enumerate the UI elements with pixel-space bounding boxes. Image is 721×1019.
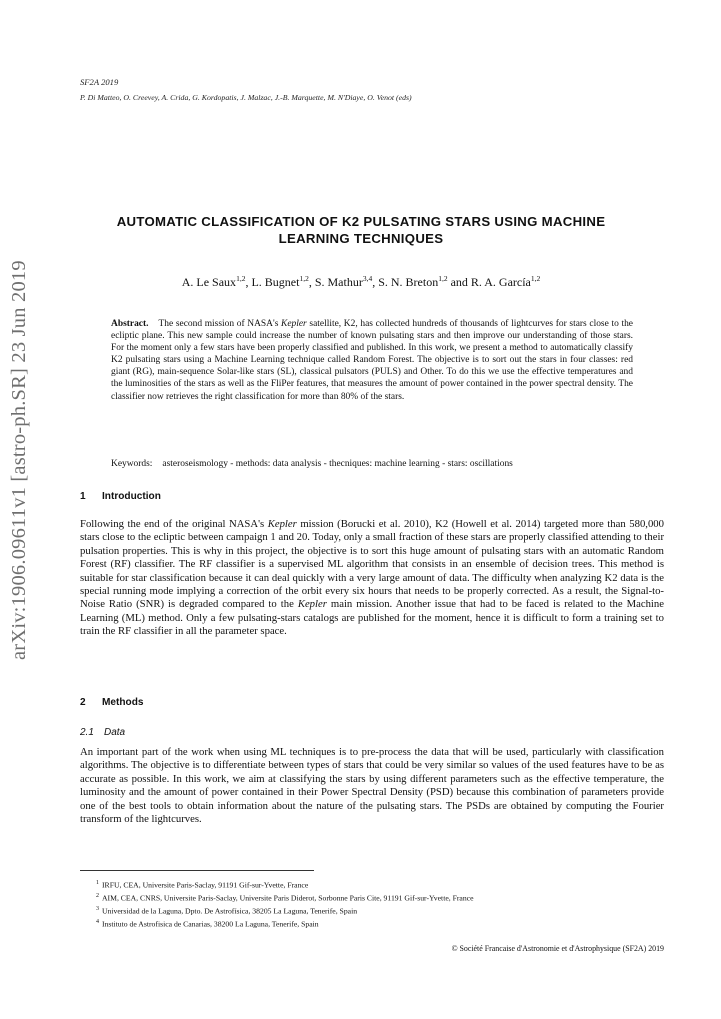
data-paragraph: An important part of the work when using ML techniques is to pre-process the data that will be used, particularly with classification algorithms. The objective is to differentiate between types of stars that could be very similar so values of the used features have to be as accurate as possible. In this work, we aim at classifying the stars by using different parameters such as the effective temperature, the luminosity and the amount of power contained in their Power Spectral Density (PSD) because this combination of parameters provide one of the best tools to obtain information about the nature of the pulsating stars. The PSDs are obtained by computing the Fourier transform of the lightcurves. (80, 746, 664, 826)
author-affiliation-mark: 1,2 (530, 274, 541, 283)
paragraph-text: main mission. Another issue that had to be faced is related to the Machine Learning (ML) method. Only a few pulsating-stars catalogs are published for the moment, hence it is difficult to form a training set to train the RF classifier in all the parameter space. (80, 598, 664, 638)
keywords-line (111, 459, 633, 469)
footnote-rule (80, 870, 314, 871)
abstract-label: Abstract. (111, 319, 149, 329)
abstract-kepler-italic: Kepler (281, 319, 307, 329)
section-number: 2 (80, 697, 86, 708)
abstract-text: satellite, K2, has collected hundreds of thousands of lightcurves for stars close to the ecliptic plane. This new sample could increase the number of known pulsating stars and then improve our understanding of those stars. For the moment only a few stars have been properly classified and published. In this work, we present a method to automatically classify K2 pulsating stars using a Machine Learning technique called Random Forest. The objective is to sort out the stars in four classes: red giant (RG), main-sequence Solar-like stars (SL), classical pulsators (PULS) and Other. To do this we use the effective temperatures and the luminosities of the stars as well as the FliPer features, that measures the amount of power contained in the power spectral density. The classifier now retrieves the right classification for more than 80% of the stars. (111, 319, 633, 402)
section-heading-methods (80, 697, 144, 708)
subsection-title: Data (104, 727, 126, 738)
paper-title: AUTOMATIC CLASSIFICATION OF K2 PULSATING STARS USING MACHINE LEARNING TECHNIQUES (116, 214, 606, 246)
arxiv-identifier-stamp: arXiv:1906.09611v1 [astro-ph.SR] 23 Jun 2019 (8, 260, 30, 660)
footnote-mark: 2 (96, 893, 99, 900)
paragraph-text: Following the end of the original NASA's (80, 518, 268, 530)
keywords-text: asteroseismology - methods: data analysis - thecniques: machine learning - stars: oscillations (162, 459, 513, 469)
abstract-text: The second mission of NASA's (158, 319, 282, 329)
introduction-paragraph (80, 518, 664, 639)
paragraph-text: mission (Borucki et al. 2010), K2 (Howell et al. 2014) targeted more than 580,000 stars close to the ecliptic between campaign 1 and 20. Today, only a small fraction of these stars are properly classified attending to their pulsation properties. This is why in this project, the objective is to sort this huge amount of pulsating stars with an automatic Random Forest (RF) classifier. The RF classifier is a supervised ML algorithm that consists in an ensemble of decision trees. This method is suitable for star classification because it can deal quickly with a very large amount of data. The difficulty when analyzing K2 data is the special running mode implying a correction of the orbit every six hours that needs to be properly corrected. As a result, the Signal-to-Noise Ratio (SNR) is degraded compared to the (80, 518, 664, 611)
section-title: Methods (102, 697, 144, 708)
footnotes-block (96, 878, 664, 931)
footnote-text: Instituto de Astrofisica de Canarias, 38200 La Laguna, Tenerife, Spain (102, 920, 319, 930)
author-separator: , (308, 275, 315, 289)
author-name: S. Mathur (314, 275, 363, 289)
footnote-text: IRFU, CEA, Universite Paris-Saclay, 91191 Gif-sur-Yvette, France (102, 880, 309, 890)
subsection-number: 2.1 (80, 727, 94, 738)
section-title: Introduction (102, 491, 161, 502)
footnote (96, 917, 664, 930)
author-affiliation-mark: 1,2 (438, 274, 448, 283)
author-name: L. Bugnet (251, 275, 300, 289)
keywords-label: Keywords: (111, 459, 153, 469)
author-separator: , (245, 275, 252, 289)
conference-header: SF2A 2019 (80, 77, 119, 87)
kepler-italic: Kepler (297, 598, 327, 611)
section-heading-introduction (80, 491, 161, 502)
editors-line: P. Di Matteo, O. Creevey, A. Crida, G. Kordopatis, J. Malzac, J.-B. Marquette, M. N'Diaye, O. Venot (eds) (80, 93, 412, 102)
footnote-mark: 4 (96, 919, 99, 926)
author-name: S. N. Breton (378, 275, 439, 289)
section-number: 1 (80, 491, 86, 502)
author-separator: , (372, 275, 379, 289)
author-list (80, 274, 642, 290)
abstract-block (111, 318, 633, 403)
footnote-mark: 1 (96, 880, 99, 886)
footnote-text: AIM, CEA, CNRS, Universite Paris-Saclay, Universite Paris Diderot, Sorbonne Paris Cite, 91191 Gif-sur-Yvette, France (102, 893, 474, 903)
kepler-italic: Kepler (267, 518, 297, 530)
footnote (96, 891, 664, 904)
author-affiliation-mark: 1,2 (299, 274, 309, 283)
footnote-mark: 3 (96, 906, 99, 913)
author-separator: and (447, 275, 471, 289)
subsection-heading-data (80, 727, 125, 738)
author-affiliation-mark: 1,2 (236, 274, 246, 283)
author-name: A. Le Saux (181, 275, 237, 289)
footnote (96, 878, 664, 891)
copyright-line: © Société Francaise d'Astronomie et d'Astrophysique (SF2A) 2019 (451, 944, 664, 953)
author-name: R. A. García (470, 275, 531, 289)
author-affiliation-mark: 3,4 (362, 274, 373, 283)
footnote-text: Universidad de la Laguna, Dpto. De Astrofísica, 38205 La Laguna, Tenerife, Spain (102, 906, 358, 916)
footnote (96, 904, 664, 917)
